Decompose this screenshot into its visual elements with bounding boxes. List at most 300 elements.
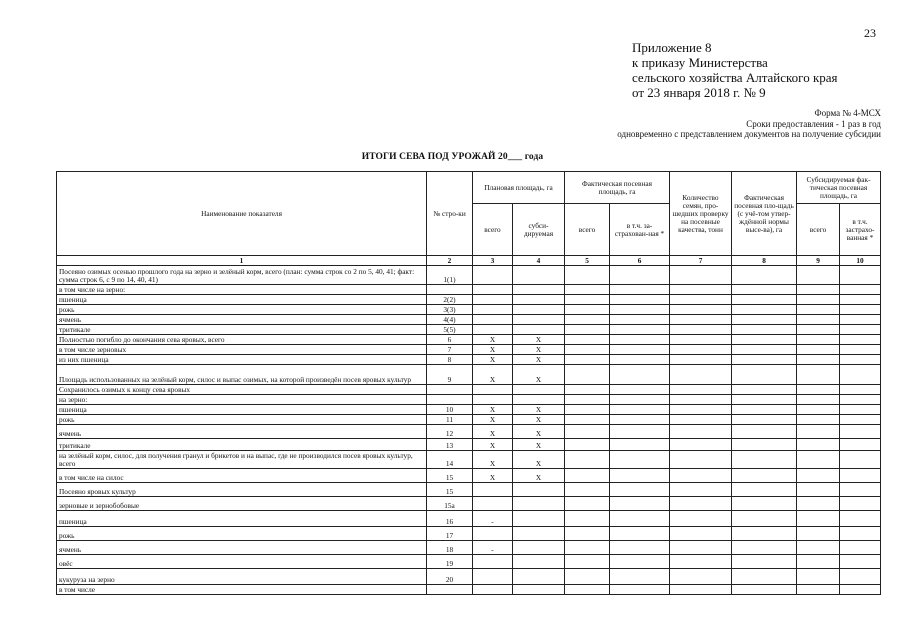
form-number: Форма № 4-МСХ bbox=[814, 108, 881, 118]
plan-subsid-cell bbox=[513, 315, 565, 325]
col-number: 4 bbox=[513, 256, 565, 266]
empty-cell bbox=[797, 295, 840, 305]
form-deadline: Сроки предоставления - 1 раз в год bbox=[746, 118, 881, 129]
empty-cell bbox=[565, 345, 610, 355]
empty-cell bbox=[670, 385, 732, 395]
empty-cell bbox=[565, 415, 610, 425]
empty-cell bbox=[565, 585, 610, 595]
empty-cell bbox=[565, 325, 610, 335]
plan-total-cell: X bbox=[473, 335, 513, 345]
plan-subsid-cell: X bbox=[513, 415, 565, 425]
empty-cell bbox=[565, 266, 610, 285]
empty-cell bbox=[732, 555, 797, 569]
empty-cell bbox=[610, 385, 670, 395]
empty-cell bbox=[797, 497, 840, 511]
empty-cell bbox=[610, 345, 670, 355]
empty-cell bbox=[610, 266, 670, 285]
col-number: 9 bbox=[797, 256, 840, 266]
empty-cell bbox=[610, 285, 670, 295]
plan-total-cell bbox=[473, 555, 513, 569]
empty-cell bbox=[797, 511, 840, 527]
empty-cell bbox=[840, 295, 881, 305]
row-number: 2(2) bbox=[427, 295, 473, 305]
plan-subsid-cell bbox=[513, 305, 565, 315]
empty-cell bbox=[797, 325, 840, 335]
plan-subsid-cell bbox=[513, 555, 565, 569]
plan-subsid-cell: X bbox=[513, 365, 565, 385]
empty-cell bbox=[670, 451, 732, 469]
empty-cell bbox=[840, 425, 881, 439]
plan-subsid-cell: X bbox=[513, 425, 565, 439]
indicator-name: овёс bbox=[57, 555, 427, 569]
indicator-name: пшеница bbox=[57, 405, 427, 415]
empty-cell bbox=[732, 425, 797, 439]
empty-cell bbox=[610, 451, 670, 469]
indicator-name: в том числе на зерно: bbox=[57, 285, 427, 295]
empty-cell bbox=[670, 555, 732, 569]
table-body bbox=[57, 266, 881, 595]
appendix-block bbox=[632, 40, 838, 100]
empty-cell bbox=[840, 395, 881, 405]
empty-cell bbox=[732, 315, 797, 325]
empty-cell bbox=[565, 511, 610, 527]
plan-total-cell bbox=[473, 385, 513, 395]
empty-cell bbox=[565, 315, 610, 325]
plan-total-cell: - bbox=[473, 511, 513, 527]
empty-cell bbox=[797, 335, 840, 345]
empty-cell bbox=[565, 527, 610, 541]
empty-cell bbox=[797, 541, 840, 555]
row-number: 19 bbox=[427, 555, 473, 569]
empty-cell bbox=[610, 405, 670, 415]
indicator-name: Посеяно озимых осенью прошлого года на зерно и зелёный корм, всего (план: сумма строк со 2 по 5, 40, 41; факт: сумма строк 6, с 9 по 14, 40, 41) bbox=[57, 266, 427, 285]
empty-cell bbox=[732, 541, 797, 555]
plan-total-cell bbox=[473, 305, 513, 315]
table-row bbox=[57, 345, 881, 355]
empty-cell bbox=[565, 569, 610, 585]
plan-total-cell: X bbox=[473, 405, 513, 415]
row-number: 14 bbox=[427, 451, 473, 469]
row-number bbox=[427, 385, 473, 395]
plan-total-cell: X bbox=[473, 415, 513, 425]
empty-cell bbox=[840, 511, 881, 527]
indicator-name: в том числе зерновых bbox=[57, 345, 427, 355]
empty-cell bbox=[610, 355, 670, 365]
plan-total-cell bbox=[473, 483, 513, 497]
empty-cell bbox=[732, 585, 797, 595]
empty-cell bbox=[565, 439, 610, 451]
indicator-name: на зелёный корм, силос, для получения гранул и брикетов и на выпас, где не производился посев яровых культур, всего bbox=[57, 451, 427, 469]
header-seeds: Количество семян, про-шедших проверку на посевные качества, тонн bbox=[670, 172, 732, 256]
empty-cell bbox=[797, 425, 840, 439]
table-row bbox=[57, 483, 881, 497]
row-number: 8 bbox=[427, 355, 473, 365]
empty-cell bbox=[840, 469, 881, 483]
table-row bbox=[57, 325, 881, 335]
empty-cell bbox=[610, 527, 670, 541]
col-number: 3 bbox=[473, 256, 513, 266]
plan-subsid-cell: X bbox=[513, 355, 565, 365]
empty-cell bbox=[732, 469, 797, 483]
plan-total-cell: X bbox=[473, 439, 513, 451]
indicator-name: пшеница bbox=[57, 511, 427, 527]
empty-cell bbox=[610, 585, 670, 595]
header-subsid-total: всего bbox=[797, 204, 840, 256]
table-row bbox=[57, 266, 881, 285]
row-number: 12 bbox=[427, 425, 473, 439]
plan-subsid-cell bbox=[513, 266, 565, 285]
empty-cell bbox=[565, 295, 610, 305]
table-row bbox=[57, 415, 881, 425]
indicator-name: ячмень bbox=[57, 541, 427, 555]
empty-cell bbox=[840, 497, 881, 511]
appendix-line-2: к приказу Министерства bbox=[632, 55, 768, 70]
col-number: 2 bbox=[427, 256, 473, 266]
plan-total-cell bbox=[473, 295, 513, 305]
table-row bbox=[57, 555, 881, 569]
empty-cell bbox=[840, 585, 881, 595]
indicator-name: в том числе на силос bbox=[57, 469, 427, 483]
plan-total-cell bbox=[473, 585, 513, 595]
document-title: ИТОГИ СЕВА ПОД УРОЖАЙ 20___ года bbox=[361, 152, 544, 162]
empty-cell bbox=[732, 497, 797, 511]
row-number: 16 bbox=[427, 511, 473, 527]
empty-cell bbox=[797, 569, 840, 585]
empty-cell bbox=[610, 325, 670, 335]
report-table bbox=[56, 171, 881, 595]
plan-subsid-cell bbox=[513, 527, 565, 541]
row-number: 15а bbox=[427, 497, 473, 511]
header-plan-subsid: субси-дируемая bbox=[513, 204, 565, 256]
table-row bbox=[57, 569, 881, 585]
row-number: 18 bbox=[427, 541, 473, 555]
empty-cell bbox=[840, 335, 881, 345]
plan-subsid-cell bbox=[513, 325, 565, 335]
empty-cell bbox=[732, 451, 797, 469]
empty-cell bbox=[797, 355, 840, 365]
empty-cell bbox=[732, 266, 797, 285]
plan-subsid-cell: X bbox=[513, 439, 565, 451]
empty-cell bbox=[565, 483, 610, 497]
row-number: 10 bbox=[427, 405, 473, 415]
empty-cell bbox=[670, 527, 732, 541]
empty-cell bbox=[610, 569, 670, 585]
indicator-name: рожь bbox=[57, 527, 427, 541]
empty-cell bbox=[732, 405, 797, 415]
empty-cell bbox=[797, 345, 840, 355]
row-number: 15 bbox=[427, 469, 473, 483]
empty-cell bbox=[610, 315, 670, 325]
plan-total-cell bbox=[473, 395, 513, 405]
appendix-line-3: сельского хозяйства Алтайского края bbox=[632, 70, 838, 85]
plan-total-cell: X bbox=[473, 365, 513, 385]
empty-cell bbox=[840, 355, 881, 365]
empty-cell bbox=[610, 425, 670, 439]
plan-total-cell bbox=[473, 325, 513, 335]
plan-subsid-cell bbox=[513, 385, 565, 395]
table-row bbox=[57, 285, 881, 295]
plan-subsid-cell: X bbox=[513, 335, 565, 345]
empty-cell bbox=[840, 365, 881, 385]
form-info bbox=[617, 108, 881, 140]
page-number: 23 bbox=[864, 26, 876, 40]
empty-cell bbox=[797, 585, 840, 595]
plan-subsid-cell bbox=[513, 483, 565, 497]
empty-cell bbox=[565, 541, 610, 555]
empty-cell bbox=[732, 355, 797, 365]
plan-subsid-cell bbox=[513, 395, 565, 405]
empty-cell bbox=[840, 439, 881, 451]
table-row bbox=[57, 355, 881, 365]
empty-cell bbox=[840, 527, 881, 541]
col-number: 1 bbox=[57, 256, 427, 266]
plan-subsid-cell: X bbox=[513, 405, 565, 415]
empty-cell bbox=[840, 285, 881, 295]
empty-cell bbox=[610, 335, 670, 345]
empty-cell bbox=[670, 266, 732, 285]
header-fact-area: Фактическая посевная площадь, га bbox=[565, 172, 670, 204]
plan-subsid-cell bbox=[513, 285, 565, 295]
table-row bbox=[57, 395, 881, 405]
table-row bbox=[57, 511, 881, 527]
indicator-name: Полностью погибло до окончания сева яровых, всего bbox=[57, 335, 427, 345]
empty-cell bbox=[565, 395, 610, 405]
empty-cell bbox=[840, 315, 881, 325]
empty-cell bbox=[610, 511, 670, 527]
empty-cell bbox=[565, 285, 610, 295]
row-number: 7 bbox=[427, 345, 473, 355]
indicator-name: тритикале bbox=[57, 439, 427, 451]
plan-total-cell: X bbox=[473, 469, 513, 483]
empty-cell bbox=[565, 355, 610, 365]
row-number: 17 bbox=[427, 527, 473, 541]
empty-cell bbox=[670, 365, 732, 385]
empty-cell bbox=[610, 295, 670, 305]
empty-cell bbox=[797, 315, 840, 325]
empty-cell bbox=[732, 439, 797, 451]
table-row bbox=[57, 295, 881, 305]
plan-subsid-cell bbox=[513, 295, 565, 305]
empty-cell bbox=[797, 469, 840, 483]
plan-subsid-cell: X bbox=[513, 345, 565, 355]
empty-cell bbox=[565, 405, 610, 415]
indicator-name: Сохранилось озимых к концу сева яровых bbox=[57, 385, 427, 395]
row-number: 4(4) bbox=[427, 315, 473, 325]
empty-cell bbox=[670, 483, 732, 497]
empty-cell bbox=[565, 365, 610, 385]
plan-total-cell bbox=[473, 285, 513, 295]
col-number: 10 bbox=[840, 256, 881, 266]
empty-cell bbox=[797, 555, 840, 569]
plan-total-cell: X bbox=[473, 355, 513, 365]
indicator-name: ячмень bbox=[57, 315, 427, 325]
table-row bbox=[57, 541, 881, 555]
table-row bbox=[57, 469, 881, 483]
form-note: одновременно с представлением документов на получение субсидии bbox=[617, 129, 881, 139]
plan-subsid-cell bbox=[513, 569, 565, 585]
row-number: 6 bbox=[427, 335, 473, 345]
empty-cell bbox=[797, 365, 840, 385]
indicator-name: рожь bbox=[57, 415, 427, 425]
empty-cell bbox=[670, 439, 732, 451]
empty-cell bbox=[670, 305, 732, 315]
empty-cell bbox=[797, 405, 840, 415]
empty-cell bbox=[670, 415, 732, 425]
table-row bbox=[57, 315, 881, 325]
empty-cell bbox=[840, 451, 881, 469]
row-number bbox=[427, 585, 473, 595]
plan-total-cell bbox=[473, 527, 513, 541]
table-row bbox=[57, 365, 881, 385]
indicator-name: рожь bbox=[57, 305, 427, 315]
indicator-name: зерновые и зернобобовые bbox=[57, 497, 427, 511]
empty-cell bbox=[610, 415, 670, 425]
header-fact-insured: в т.ч. за-страхован-ная * bbox=[610, 204, 670, 256]
empty-cell bbox=[670, 497, 732, 511]
empty-cell bbox=[797, 451, 840, 469]
empty-cell bbox=[565, 469, 610, 483]
empty-cell bbox=[732, 415, 797, 425]
empty-cell bbox=[840, 541, 881, 555]
empty-cell bbox=[610, 541, 670, 555]
plan-total-cell bbox=[473, 266, 513, 285]
table-row bbox=[57, 439, 881, 451]
empty-cell bbox=[840, 569, 881, 585]
table-row bbox=[57, 335, 881, 345]
empty-cell bbox=[670, 315, 732, 325]
empty-cell bbox=[610, 469, 670, 483]
empty-cell bbox=[797, 415, 840, 425]
empty-cell bbox=[610, 555, 670, 569]
empty-cell bbox=[670, 395, 732, 405]
empty-cell bbox=[670, 541, 732, 555]
row-number: 5(5) bbox=[427, 325, 473, 335]
empty-cell bbox=[840, 555, 881, 569]
header-fact-total: всего bbox=[565, 204, 610, 256]
empty-cell bbox=[610, 483, 670, 497]
row-number bbox=[427, 285, 473, 295]
table-row bbox=[57, 385, 881, 395]
empty-cell bbox=[565, 451, 610, 469]
table-row bbox=[57, 405, 881, 415]
indicator-name: Посеяно яровых культур bbox=[57, 483, 427, 497]
col-number: 6 bbox=[610, 256, 670, 266]
empty-cell bbox=[840, 405, 881, 415]
empty-cell bbox=[732, 527, 797, 541]
indicator-name: кукуруза на зерно bbox=[57, 569, 427, 585]
header-name: Наименование показателя bbox=[57, 172, 427, 256]
indicator-name: тритикале bbox=[57, 325, 427, 335]
column-numbers-row bbox=[57, 256, 881, 266]
empty-cell bbox=[565, 497, 610, 511]
indicator-name: в том числе bbox=[57, 585, 427, 595]
header-fact-sown: Фактическая посевная пло-щадь (с учё-том утвер-ждённой нормы высе-ва), га bbox=[732, 172, 797, 256]
table-row bbox=[57, 527, 881, 541]
empty-cell bbox=[670, 325, 732, 335]
empty-cell bbox=[670, 469, 732, 483]
empty-cell bbox=[565, 425, 610, 439]
indicator-name: ячмень bbox=[57, 425, 427, 439]
plan-total-cell: X bbox=[473, 345, 513, 355]
row-number: 20 bbox=[427, 569, 473, 585]
empty-cell bbox=[670, 285, 732, 295]
row-number: 15 bbox=[427, 483, 473, 497]
plan-total-cell bbox=[473, 497, 513, 511]
plan-total-cell bbox=[473, 315, 513, 325]
empty-cell bbox=[732, 325, 797, 335]
empty-cell bbox=[670, 355, 732, 365]
empty-cell bbox=[670, 425, 732, 439]
header-row-no: № стро-ки bbox=[427, 172, 473, 256]
empty-cell bbox=[797, 483, 840, 497]
empty-cell bbox=[610, 305, 670, 315]
empty-cell bbox=[797, 305, 840, 315]
empty-cell bbox=[565, 385, 610, 395]
indicator-name: из них пшеница bbox=[57, 355, 427, 365]
table-row bbox=[57, 425, 881, 439]
empty-cell bbox=[732, 511, 797, 527]
empty-cell bbox=[670, 569, 732, 585]
empty-cell bbox=[797, 285, 840, 295]
empty-cell bbox=[670, 405, 732, 415]
empty-cell bbox=[610, 395, 670, 405]
empty-cell bbox=[670, 335, 732, 345]
plan-subsid-cell: X bbox=[513, 469, 565, 483]
empty-cell bbox=[840, 385, 881, 395]
plan-subsid-cell bbox=[513, 497, 565, 511]
table-row bbox=[57, 497, 881, 511]
row-number: 11 bbox=[427, 415, 473, 425]
col-number: 7 bbox=[670, 256, 732, 266]
empty-cell bbox=[565, 335, 610, 345]
row-number: 3(3) bbox=[427, 305, 473, 315]
plan-subsid-cell bbox=[513, 585, 565, 595]
empty-cell bbox=[797, 385, 840, 395]
plan-subsid-cell: X bbox=[513, 451, 565, 469]
empty-cell bbox=[732, 295, 797, 305]
header-plan-total: всего bbox=[473, 204, 513, 256]
header-subsid-insured: в т.ч. застрахо-ванная * bbox=[840, 204, 881, 256]
row-number: 13 bbox=[427, 439, 473, 451]
empty-cell bbox=[840, 266, 881, 285]
empty-cell bbox=[732, 335, 797, 345]
empty-cell bbox=[670, 585, 732, 595]
row-number: 9 bbox=[427, 365, 473, 385]
header-subsid-area: Субсидируемая фак-тическая посевная площадь, га bbox=[797, 172, 881, 204]
col-number: 8 bbox=[732, 256, 797, 266]
empty-cell bbox=[732, 285, 797, 295]
empty-cell bbox=[565, 305, 610, 315]
indicator-name: Площадь использованных на зелёный корм, силос и выпас озимых, на которой произведён посев яровых культур bbox=[57, 365, 427, 385]
empty-cell bbox=[732, 569, 797, 585]
empty-cell bbox=[732, 305, 797, 315]
empty-cell bbox=[797, 395, 840, 405]
header-plan-area: Плановая площадь, га bbox=[473, 172, 565, 204]
empty-cell bbox=[732, 365, 797, 385]
plan-total-cell: - bbox=[473, 541, 513, 555]
empty-cell bbox=[670, 345, 732, 355]
empty-cell bbox=[610, 365, 670, 385]
table-row bbox=[57, 451, 881, 469]
empty-cell bbox=[732, 483, 797, 497]
empty-cell bbox=[565, 555, 610, 569]
indicator-name: пшеница bbox=[57, 295, 427, 305]
empty-cell bbox=[840, 415, 881, 425]
empty-cell bbox=[732, 395, 797, 405]
table-row bbox=[57, 305, 881, 315]
row-number: 1(1) bbox=[427, 266, 473, 285]
empty-cell bbox=[797, 439, 840, 451]
